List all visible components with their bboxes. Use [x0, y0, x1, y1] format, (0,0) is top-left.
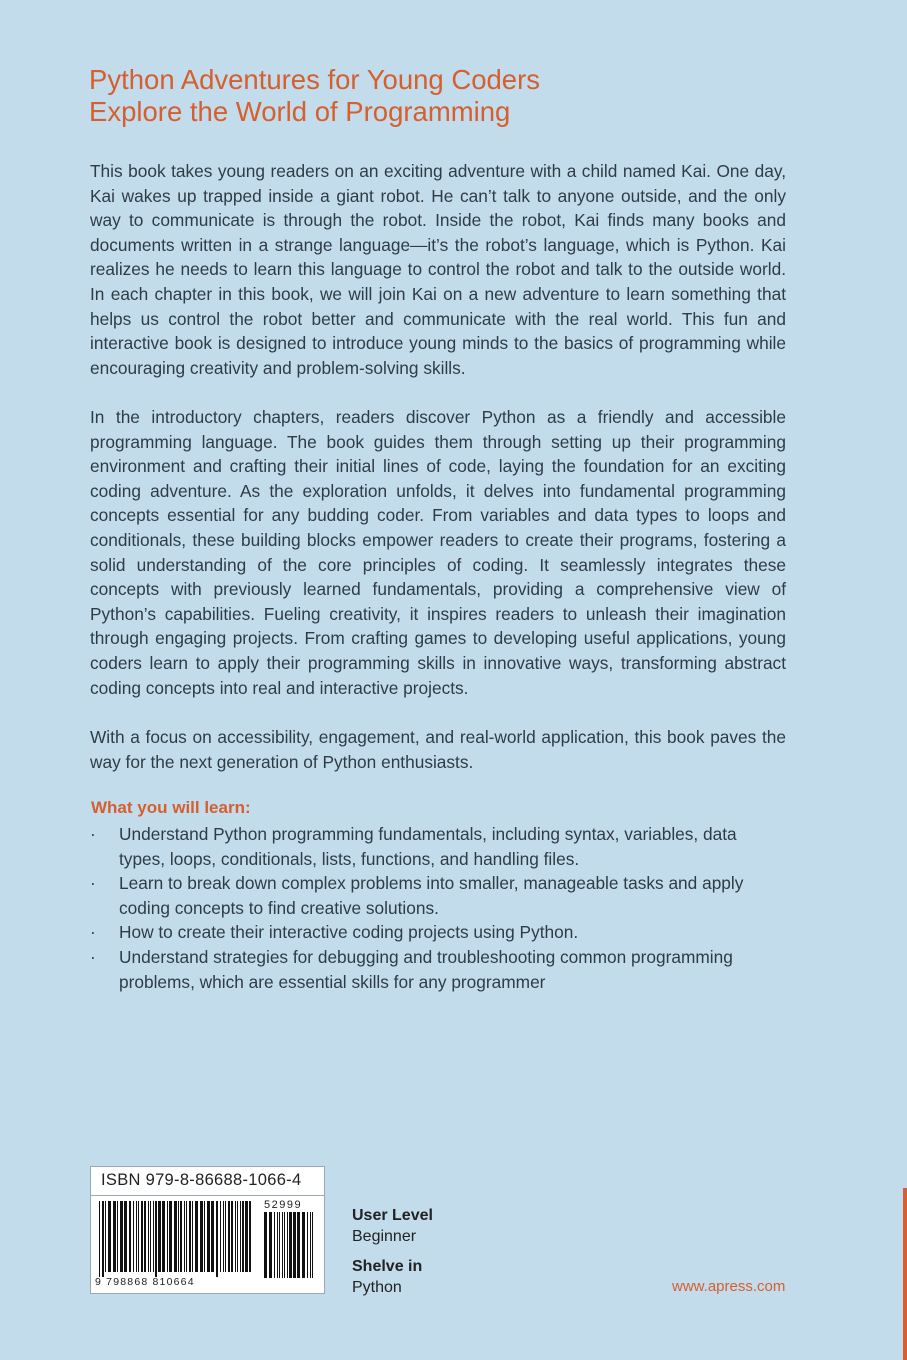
barcode-bar — [105, 1201, 106, 1272]
barcode-bar — [150, 1201, 151, 1272]
description-paragraph-2: In the introductory chapters, readers discover Python as a friendly and accessible programming language. The book guides them through setting up their programming environment and crafting their initial lines of code, laying the foundation for an exciting coding adventure. As the exploration unfolds, it delves into fundamental programming concepts essential for any budding coder. From variables and data types to loops and conditionals, these building blocks empower readers to create their programs, fostering a solid understanding of the core principles of coding. It seamlessly integrates these concepts with previously learned fundamentals, providing a comprehensive view of Python’s capabilities. Fueling creativity, it inspires readers to unleash their imagination through engaging projects. From crafting games to developing useful applications, young coders learn to apply their programming skills in innovative ways, transforming abstract coding concepts into real and interactive projects. — [90, 407, 786, 698]
isbn-barcode-box — [90, 1166, 325, 1294]
barcode-bar — [136, 1201, 137, 1272]
list-item-text: How to create their interactive coding projects using Python. — [119, 922, 579, 943]
barcode-bar — [284, 1212, 285, 1278]
barcode-bar — [189, 1201, 191, 1272]
barcode-bar — [155, 1201, 157, 1277]
barcode-bar — [207, 1201, 210, 1272]
barcode-bar — [148, 1201, 149, 1272]
barcode-bar — [184, 1201, 185, 1272]
barcode-bar — [153, 1201, 154, 1272]
publisher-website-link[interactable]: www.apress.com — [672, 1278, 786, 1295]
barcode-bar — [186, 1201, 187, 1272]
barcode-bar — [141, 1201, 143, 1272]
barcode-bar — [162, 1201, 165, 1272]
barcode-bar — [200, 1201, 203, 1272]
barcode-bar — [192, 1201, 193, 1272]
barcode-bar — [133, 1201, 134, 1272]
barcode-bar — [237, 1201, 238, 1272]
list-item-text: Understand Python programming fundamentals, including syntax, variables, data types, loops, conditionals, lists, functions, and handling files. — [119, 824, 737, 869]
barcode-bar — [108, 1201, 111, 1272]
barcode-bar — [174, 1201, 177, 1272]
barcode-bar — [279, 1212, 280, 1278]
barcode-bar — [249, 1201, 251, 1272]
barcode-bar — [297, 1212, 300, 1278]
bullet-icon: · — [90, 824, 96, 844]
user-level-value: Beginner — [352, 1228, 417, 1245]
barcode-bar — [195, 1201, 198, 1272]
barcode-bar — [245, 1201, 248, 1272]
bullet-icon: · — [90, 922, 96, 943]
spine-edge-stripe — [903, 1188, 907, 1360]
barcode-bar — [124, 1201, 127, 1272]
description-paragraph-3: With a focus on accessibility, engagement, and real-world application, this book paves the way for the next generation of Python enthusiasts. — [90, 727, 786, 772]
barcode-bar — [178, 1201, 179, 1272]
barcode-bar — [242, 1201, 244, 1272]
list-item — [90, 822, 750, 871]
barcode-bar — [269, 1212, 272, 1278]
barcode-bar — [225, 1201, 226, 1272]
list-item — [90, 871, 750, 920]
list-item-text: Understand strategies for debugging and troubleshooting common programming problems, which are essential skills for any programmer — [119, 946, 733, 992]
barcode-bar — [129, 1201, 131, 1272]
barcode-bar — [138, 1201, 139, 1272]
barcode-bar — [102, 1201, 104, 1277]
barcode-bar — [216, 1201, 218, 1277]
list-item-text: Learn to break down complex problems into smaller, manageable tasks and apply coding concepts to find creative solutions. — [119, 873, 744, 918]
barcode-bars-price — [264, 1212, 313, 1278]
user-level-label: User Level — [352, 1207, 433, 1224]
barcode-bar — [211, 1201, 214, 1272]
barcode-bar — [169, 1201, 172, 1272]
barcode-bar — [282, 1212, 283, 1278]
barcode-bar — [144, 1201, 146, 1272]
barcode-bar — [302, 1212, 305, 1278]
barcode-bar — [240, 1201, 241, 1272]
barcode-bar — [289, 1212, 292, 1278]
barcode-bar — [180, 1201, 182, 1272]
list-item — [90, 920, 750, 945]
learning-list — [90, 822, 750, 994]
barcode-bar — [113, 1201, 116, 1272]
barcode-bar — [223, 1201, 224, 1272]
bullet-icon: · — [90, 946, 96, 967]
price-code-text: 52999 — [264, 1199, 303, 1211]
barcode-bar — [120, 1201, 123, 1272]
book-title: Python Adventures for Young Coders — [89, 64, 541, 95]
barcode-bar — [158, 1201, 161, 1272]
barcode-bar — [293, 1212, 296, 1278]
barcode-bar — [287, 1212, 288, 1278]
barcode-bar — [310, 1212, 311, 1278]
barcode-bar — [204, 1201, 205, 1272]
description-paragraph-1: This book takes young readers on an exciting adventure with a child named Kai. One day, Kai wakes up trapped inside a giant robot. He can’t talk to anyone outside, and the only way to communicate is through the robot. Inside the robot, Kai finds many books and documents written in a strange language—it’s the robot’s language, which is Python. Kai realizes he needs to learn this language to control the robot and talk to the outside world. In each chapter in this book, we will join Kai on a new adventure to learn something that helps us control the robot better and communicate with the real world. This fun and interactive book is designed to introduce young minds to the basics of programming while encouraging creativity and problem-solving skills. — [90, 161, 786, 378]
barcode-bar — [307, 1212, 308, 1278]
shelve-in-label: Shelve in — [352, 1258, 423, 1275]
list-item — [90, 945, 750, 994]
what-you-will-learn-heading: What you will learn: — [91, 798, 251, 817]
barcode-bar — [99, 1201, 100, 1277]
barcode-bar — [220, 1201, 221, 1272]
barcode-bar — [117, 1201, 118, 1272]
isbn-text: ISBN 979-8-86688-1066-4 — [101, 1171, 302, 1189]
barcode-bar — [231, 1201, 233, 1272]
barcode-bar — [312, 1212, 313, 1278]
barcode-bar — [264, 1212, 267, 1278]
barcode-bar — [235, 1201, 236, 1272]
bullet-icon: · — [90, 873, 96, 894]
barcode-graphic — [91, 1196, 324, 1292]
barcode-bar — [228, 1201, 230, 1272]
barcode-bar — [277, 1212, 278, 1278]
barcode-bar — [274, 1212, 275, 1278]
barcode-bars-main — [99, 1201, 251, 1277]
shelve-in-value: Python — [352, 1279, 402, 1296]
book-subtitle: Explore the World of Programming — [89, 96, 511, 127]
barcode-bar — [167, 1201, 168, 1272]
barcode-number-text: 9 798868 810664 — [95, 1276, 195, 1288]
